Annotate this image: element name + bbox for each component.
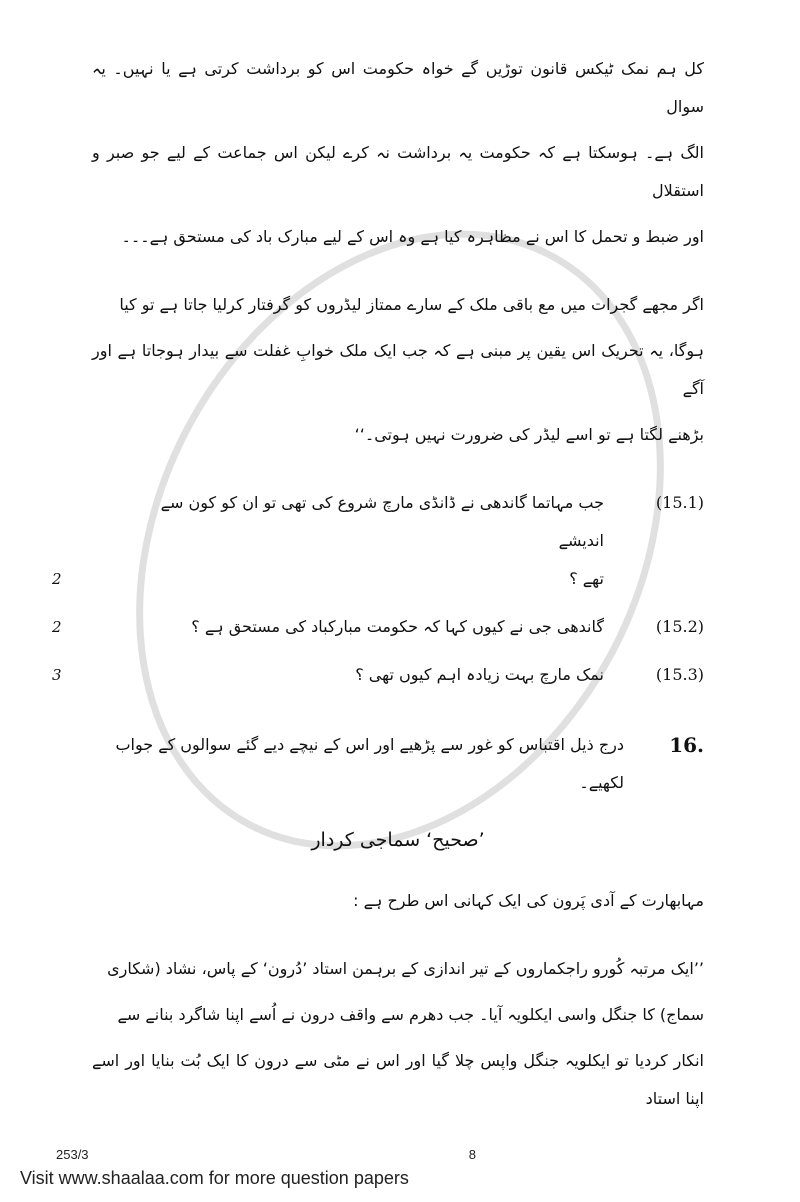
question-15-2 — [52, 608, 704, 646]
question-marks: 2 — [52, 570, 62, 588]
question-number: (15.3) — [655, 665, 704, 684]
question-16 — [92, 726, 704, 1118]
page-number: 8 — [468, 1147, 476, 1162]
question-number: 16. — [669, 733, 704, 757]
question-text: نمک مارچ بہت زیادہ اہم کیوں تھی ؟ — [355, 665, 604, 684]
passage-line: انکار کردیا تو ایکلویہ جنگل واپس چلا گیا اور اس نے مٹی سے درون کا ایک بُت بنایا اور اسے اپنا استاد — [92, 1051, 704, 1108]
passage-line: ہوگا، یہ تحریک اس یقین پر مبنی ہے کہ جب ایک ملک خوابِ غفلت سے بیدار ہوجاتا ہے اور آگے — [92, 341, 704, 398]
question-marks: 2 — [52, 618, 62, 636]
passage-line: سماج) کا جنگل واسی ایکلویہ آیا۔ جب دھرم سے واقف درون نے اُسے اپنا شاگرد بنانے سے — [117, 1005, 704, 1024]
question-text-line: تھے ؟ — [569, 569, 604, 588]
question-number: (15.1) — [655, 493, 704, 512]
passage-line: الگ ہے۔ ہوسکتا ہے کہ حکومت یہ برداشت نہ کرے لیکن اس جماعت کے لیے جو صبر و استقلال — [92, 143, 704, 200]
passage-line: ’’ایک مرتبہ کُورو راجکماروں کے تیر اندازی کے برہمن استاد ’دُرون‘ کے پاس، نشاد (شکاری — [107, 959, 704, 978]
footer-row — [56, 1146, 476, 1164]
question-16-instruction-row — [92, 726, 704, 802]
passage-15 — [92, 50, 704, 454]
passage-line: بڑھنے لگتا ہے تو اسے لیڈر کی ضرورت نہیں ہوتی۔‘‘ — [354, 425, 704, 444]
passage-line: اور ضبط و تحمل کا اس نے مظاہرہ کیا ہے وہ اس کے لیے مبارک باد کی مستحق ہے۔۔۔ — [121, 227, 704, 246]
question-15-3 — [52, 656, 704, 694]
passage-line: اگر مجھے گجرات میں مع باقی ملک کے سارے ممتاز لیڈروں کو گرفتار کرلیا جاتا ہے تو کیا — [119, 295, 704, 314]
passage-line: کل ہم نمک ٹیکس قانون توڑیں گے خواہ حکومت اس کو برداشت کرتی ہے یا نہیں۔ یہ سوال — [92, 59, 704, 116]
question-text: گاندھی جی نے کیوں کہا کہ حکومت مبارکباد کی مستحق ہے ؟ — [191, 617, 604, 636]
question-instruction: درج ذیل اقتباس کو غور سے پڑھیے اور اس کے نیچے دیے گئے سوالوں کے جواب لکھیے۔ — [115, 735, 624, 792]
passage-intro: مہابھارت کے آدی پَرون کی ایک کہانی اس طرح ہے : — [353, 891, 704, 910]
page-footer — [0, 1126, 800, 1202]
question-marks: 3 — [52, 666, 62, 684]
question-number: (15.2) — [655, 617, 704, 636]
paper-code: 253/3 — [56, 1147, 89, 1162]
question-15-1 — [52, 484, 704, 598]
question-text-line: جب مہاتما گاندھی نے ڈانڈی مارچ شروع کی تھی تو ان کو کون سے اندیشے — [160, 493, 604, 550]
passage-heading: ’صحیح‘ سماجی کردار — [311, 829, 485, 851]
visit-link[interactable]: Visit www.shaalaa.com for more question papers — [20, 1168, 409, 1188]
question-text — [92, 484, 624, 598]
